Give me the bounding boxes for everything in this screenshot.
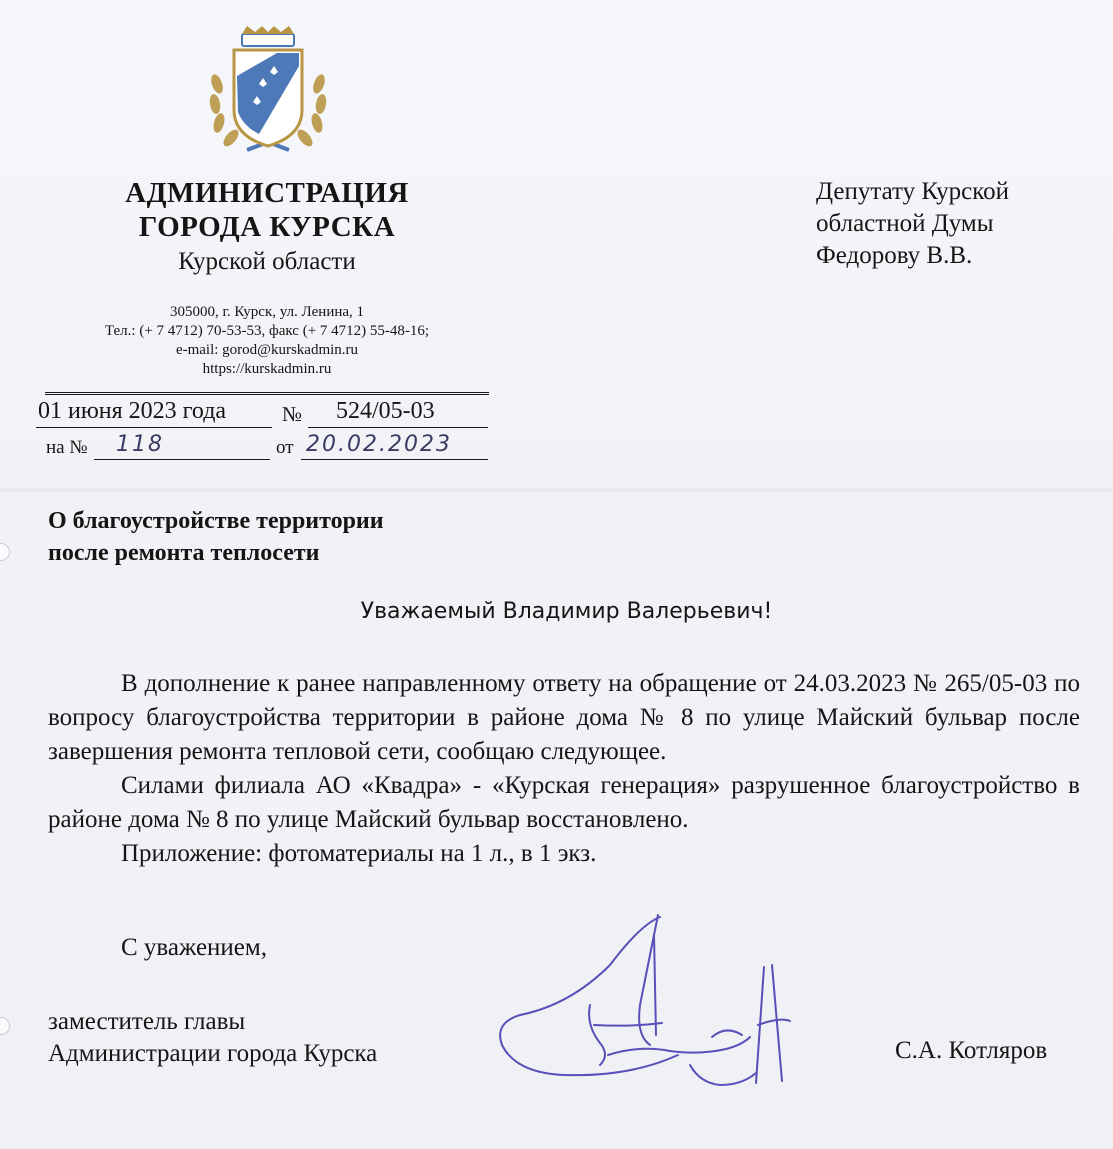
- website: https://kurskadmin.ru: [202, 361, 332, 377]
- address: 305000, г. Курск, ул. Ленина, 1: [169, 304, 365, 320]
- org-region: Курской области: [178, 248, 356, 275]
- org-name-line2: ГОРОДА КУРСКА: [138, 211, 396, 243]
- organization-block: [45, 176, 489, 379]
- signer-title: [48, 1006, 468, 1070]
- contact-block: [45, 303, 489, 379]
- paper-fold: [0, 487, 1113, 493]
- body-paragraph: Силами филиала АО «Квадра» - «Курская генерация» разрушенное благоустройство в районе дома № 8 по улице Майский бульвар восстановлено.: [48, 772, 1080, 833]
- body-paragraph: В дополнение к ранее направленному ответу на обращение от 24.03.2023 № 265/05-03 по вопросу благоустройства территории в районе дома № 8 по улице Майский бульвар после завершения ремонта тепловой сети, сообщаю следующее.: [48, 670, 1080, 765]
- letter-body: [48, 667, 1080, 871]
- subject-line1: О благоустройстве территории: [48, 508, 384, 534]
- signer-title-line1: заместитель главы: [48, 1008, 246, 1035]
- greeting-text: Уважаемый Владимир Валерьевич!: [360, 599, 773, 624]
- email: e-mail: gorod@kurskadmin.ru: [175, 342, 359, 358]
- attachment-note: Приложение: фотоматериалы на 1 л., в 1 экз.: [121, 840, 597, 867]
- greeting: [0, 597, 1113, 627]
- letter-number: 524/05-03: [336, 398, 435, 424]
- org-name-line1: АДМИНИСТРАЦИЯ: [125, 177, 409, 209]
- reply-date-label: от: [276, 437, 294, 458]
- registration-line: [36, 398, 488, 428]
- handwritten-signature: [490, 905, 810, 1105]
- signer-name: С.А. Котляров: [895, 1037, 1048, 1064]
- punch-hole: [0, 543, 10, 561]
- reply-date-underline: [301, 459, 488, 460]
- number-label: №: [282, 402, 303, 426]
- date-underline: [36, 427, 272, 428]
- recipient-line1: Депутату Курской: [816, 178, 1010, 205]
- reply-number-handwritten: 118: [116, 432, 164, 457]
- number-underline: [308, 427, 488, 428]
- phone-fax: Тел.: (+ 7 4712) 70-53-53, факс (+ 7 4712) 55-48-16;: [104, 323, 430, 339]
- header-divider: [45, 392, 489, 395]
- punch-hole: [0, 1017, 10, 1035]
- subject-line2: после ремонта теплосети: [48, 540, 320, 566]
- recipient-line2: областной Думы: [816, 210, 994, 237]
- coat-of-arms-icon: [207, 26, 329, 158]
- reply-date-handwritten: 20.02.2023: [306, 432, 452, 457]
- letter-date: 01 июня 2023 года: [38, 398, 227, 424]
- reply-label: на №: [46, 437, 88, 458]
- reply-number-underline: [94, 459, 270, 460]
- signer-title-line2: Администрации города Курска: [48, 1040, 378, 1067]
- recipient-block: [816, 176, 1076, 272]
- reply-reference-line: [36, 434, 488, 464]
- recipient-line3: Федорову В.В.: [816, 242, 973, 269]
- subject-block: [48, 505, 548, 569]
- closing: С уважением,: [121, 934, 267, 961]
